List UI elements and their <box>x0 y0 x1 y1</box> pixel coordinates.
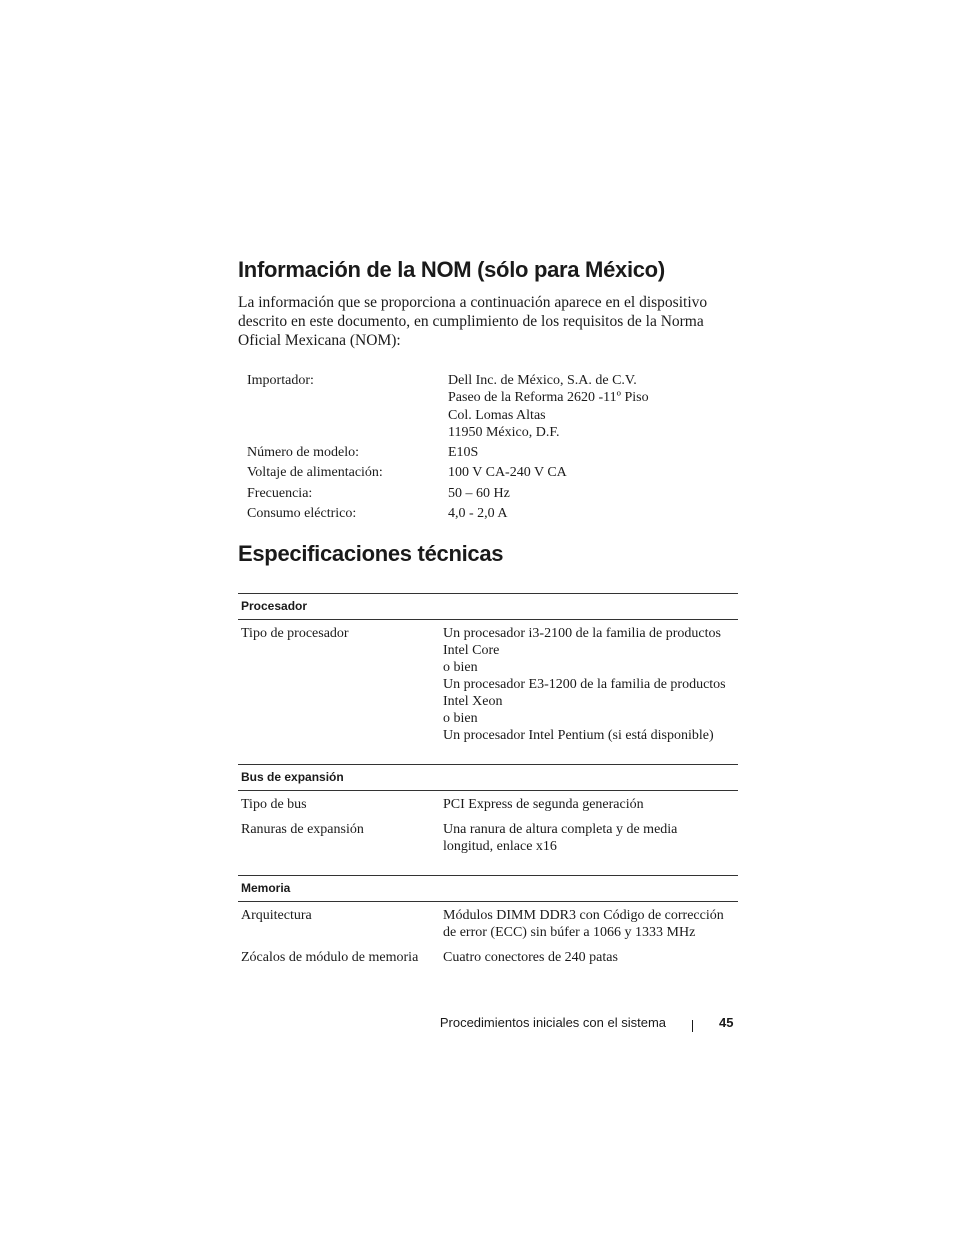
intro-line: descrito en este documento, en cumplimiento de los requisitos de la Norma <box>238 313 704 330</box>
nom-value-line: 50 – 60 Hz <box>448 485 510 501</box>
nom-value <box>448 444 478 461</box>
nom-value <box>448 505 508 522</box>
spec-label: Tipo de bus <box>241 797 307 812</box>
nom-label: Consumo eléctrico: <box>247 506 357 522</box>
spec-group-bus <box>238 764 738 875</box>
nom-label: Número de modelo: <box>247 445 359 461</box>
spec-value-line: Cuatro conectores de 240 patas <box>443 950 618 965</box>
spec-row <box>238 621 738 748</box>
spec-row <box>238 817 738 859</box>
spec-row <box>238 945 738 970</box>
spec-value-line: o bien <box>443 711 478 726</box>
footer-separator <box>692 1020 693 1032</box>
spec-value <box>443 796 738 813</box>
spec-value <box>443 907 738 941</box>
spec-value-line: de error (ECC) sin búfer a 1066 y 1333 MHz <box>443 925 696 940</box>
nom-value-line: Col. Lomas Altas <box>448 407 546 423</box>
nom-value <box>448 464 567 481</box>
spec-group-header: Procesador <box>238 594 738 620</box>
nom-value-line: 4,0 - 2,0 A <box>448 506 508 522</box>
spec-value-line: Una ranura de altura completa y de media <box>443 822 678 837</box>
spec-value-line: o bien <box>443 660 478 675</box>
spec-section-title: Especificaciones técnicas <box>238 541 504 566</box>
nom-row-importador <box>247 372 649 441</box>
spec-label: Arquitectura <box>241 908 312 923</box>
spec-group-header: Bus de expansión <box>238 765 738 791</box>
nom-label: Importador: <box>247 373 314 388</box>
footer-chapter-title: Procedimientos iniciales con el sistema <box>439 1015 666 1030</box>
spec-group-header: Memoria <box>238 876 738 902</box>
spec-label: Ranuras de expansión <box>241 822 364 837</box>
nom-value <box>448 485 510 502</box>
spec-value-line: Un procesador i3-2100 de la familia de productos <box>443 626 721 641</box>
nom-label: Voltaje de alimentación: <box>247 465 383 481</box>
spec-row <box>238 792 738 817</box>
nom-row-voltaje <box>247 464 649 481</box>
spec-table <box>238 593 738 986</box>
intro-line: La información que se proporciona a continuación aparece en el dispositivo <box>238 294 708 311</box>
nom-value-line: Dell Inc. de México, S.A. de C.V. <box>448 373 637 388</box>
nom-value-line: 100 V CA-240 V CA <box>448 465 567 481</box>
spec-group-procesador <box>238 593 738 764</box>
spec-value <box>443 821 738 855</box>
nom-section-title: Información de la NOM (sólo para México) <box>238 257 665 282</box>
page-footer <box>0 1015 954 1035</box>
spec-value-line: longitud, enlace x16 <box>443 839 557 854</box>
spec-group-body <box>238 791 738 875</box>
spec-value-line: Intel Xeon <box>443 694 503 709</box>
spec-label: Zócalos de módulo de memoria <box>241 950 419 965</box>
spec-value-line: Un procesador Intel Pentium (si está disponible) <box>443 728 714 743</box>
spec-row <box>238 903 738 945</box>
nom-row-consumo <box>247 505 649 522</box>
nom-value-line: 11950 México, D.F. <box>448 424 560 440</box>
nom-info-table <box>247 372 649 525</box>
spec-group-memoria <box>238 875 738 986</box>
nom-value <box>448 372 649 441</box>
intro-line: Oficial Mexicana (NOM): <box>238 332 401 349</box>
nom-label: Frecuencia: <box>247 485 313 501</box>
spec-label: Tipo de procesador <box>241 626 349 641</box>
spec-group-body <box>238 902 738 986</box>
nom-value-line: E10S <box>448 445 479 461</box>
nom-value-line: Paseo de la Reforma 2620 -11º Piso <box>448 390 649 406</box>
spec-value-line: Intel Core <box>443 643 500 658</box>
spec-value-line: PCI Express de segunda generación <box>443 797 644 812</box>
nom-row-modelo <box>247 444 649 461</box>
spec-value-line: Módulos DIMM DDR3 con Código de corrección <box>443 908 724 923</box>
spec-value <box>443 625 738 744</box>
page-number: 45 <box>719 1015 734 1030</box>
spec-value <box>443 949 738 966</box>
nom-row-frecuencia <box>247 485 649 502</box>
spec-value-line: Un procesador E3-1200 de la familia de productos <box>443 677 726 692</box>
nom-intro-paragraph <box>238 293 738 350</box>
spec-group-body <box>238 620 738 764</box>
